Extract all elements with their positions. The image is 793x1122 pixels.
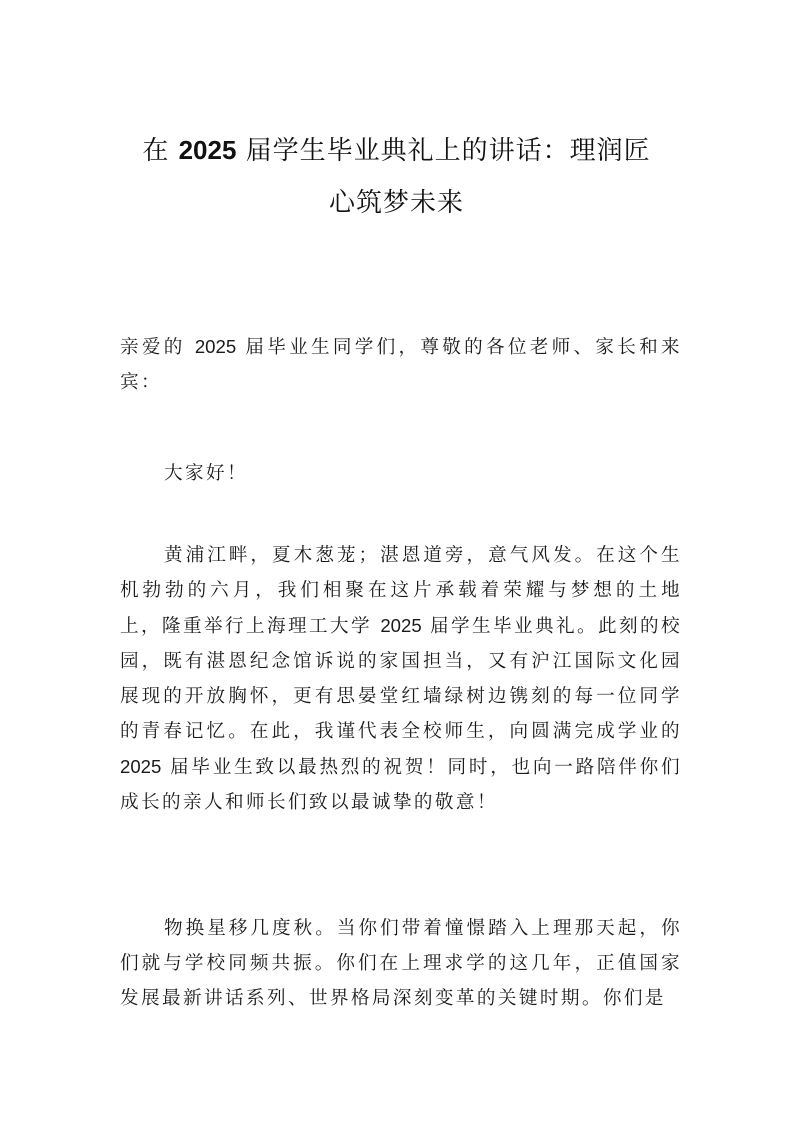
paragraph-1-year-2: 2025 (120, 756, 162, 777)
paragraph-2 (120, 911, 682, 1016)
title-suffix: 届学生毕业典礼上的讲话：理润匠 (236, 136, 651, 166)
greeting (120, 456, 682, 491)
salutation-suffix: 届毕业生同学们，尊敬的各位老师、家长和来宾： (120, 337, 683, 393)
salutation (120, 329, 682, 400)
salutation-prefix: 亲爱的 (120, 337, 195, 358)
greeting-text: 大家好！ (164, 463, 248, 484)
paragraph-1-part-1: 黄浦江畔，夏木葱茏；湛恩道旁，意气风发。在这个生机勃勃的六月，我们相聚在这片承载着荣耀与梦想的土地上，隆重举行上海理工大学 (120, 545, 682, 637)
paragraph-2-text: 物换星移几度秋。当你们带着憧憬踏入上理那天起，你们就与学校同频共振。你们在上理求学的这几年，正值国家发展最新讲话系列、世界格局深刻变革的关键时期。你们是 (120, 918, 682, 1009)
paragraph-1-part-2: 届学生毕业典礼。此刻的校园，既有湛恩纪念馆诉说的家国担当，又有沪江国际文化园展现的开放胸怀，更有思晏堂红墙绿树边镌刻的每一位同学的青春记忆。在此，我谨代表全校师生，向圆满完成学业的 (120, 616, 682, 742)
paragraph-1-part-3: 届毕业生致以最热烈的祝贺！同时，也向一路陪伴你们成长的亲人和师长们致以最诚挚的敬意！ (120, 757, 682, 813)
title-line-2: 心筑梦未来 (328, 188, 464, 218)
paragraph-1-year-1: 2025 (380, 615, 422, 636)
paragraph-1 (120, 538, 682, 820)
title-line-1 (100, 124, 693, 177)
title-year: 2025 (178, 135, 237, 165)
salutation-year: 2025 (194, 336, 237, 357)
title-prefix: 在 (142, 136, 179, 166)
document-title (100, 124, 693, 229)
